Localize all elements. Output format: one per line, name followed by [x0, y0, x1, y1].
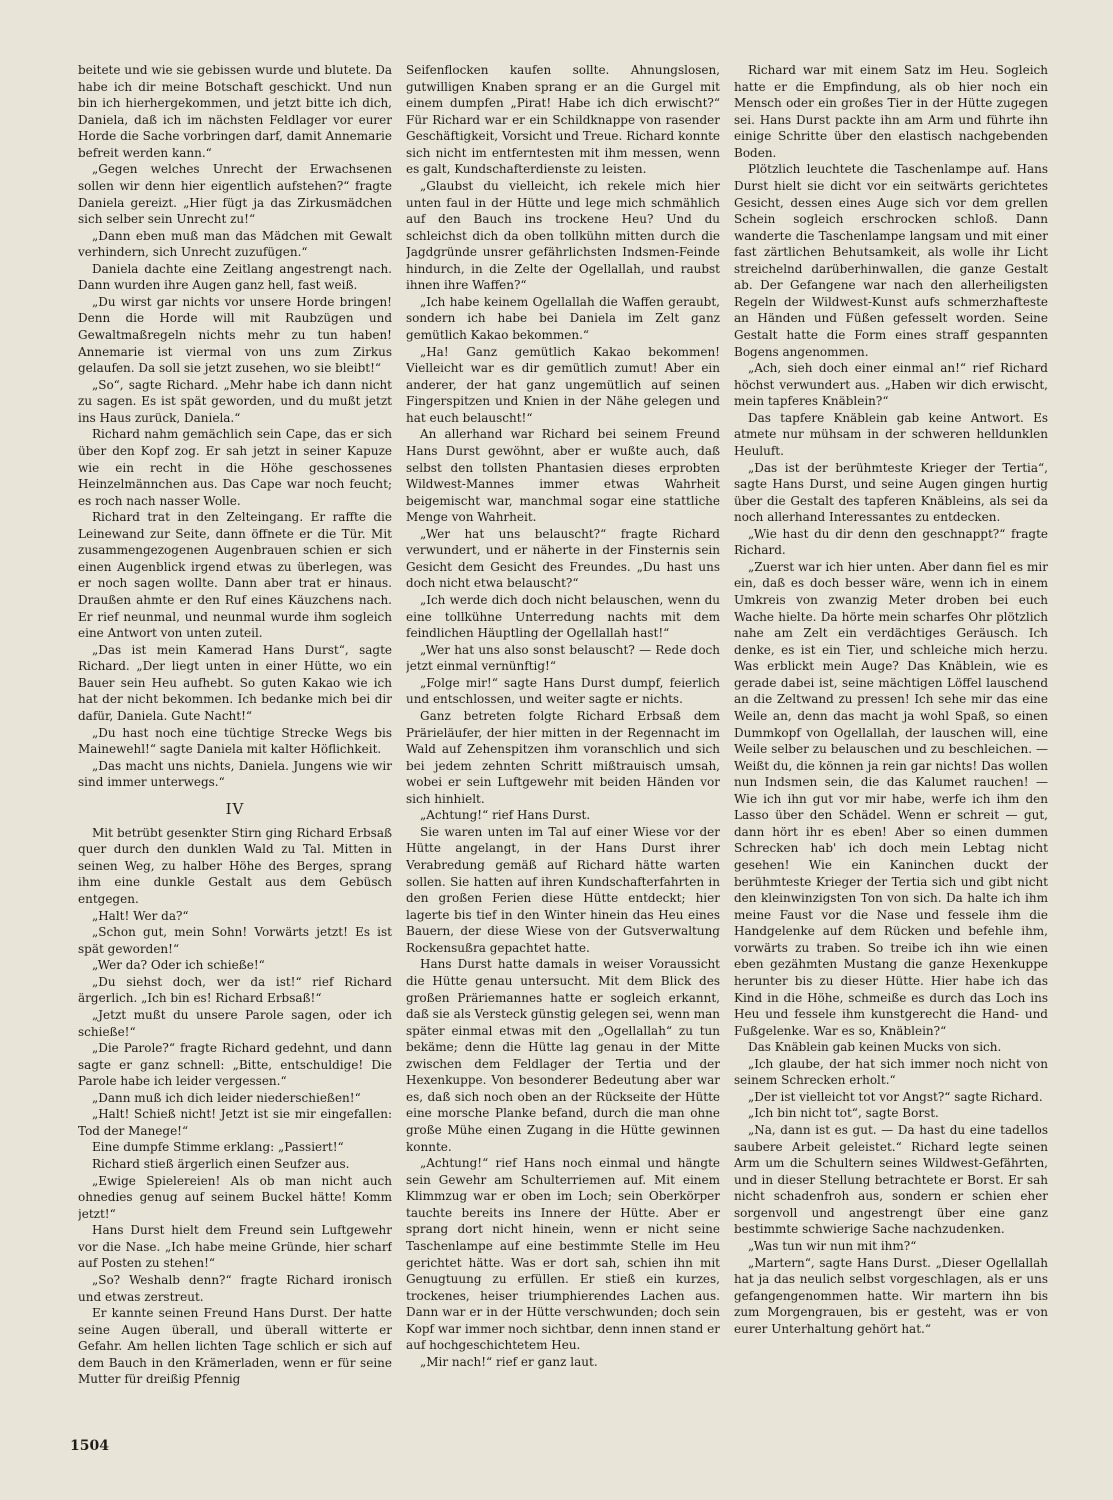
column-1 — [78, 62, 392, 1432]
paragraph: „Das macht uns nichts, Daniela. Jungens wie wir sind immer unterwegs.“ — [78, 758, 392, 790]
paragraph: „Ewige Spielereien! Als ob man nicht auch ohnedies genug auf seinem Buckel hätte! Komm jetzt!“ — [78, 1173, 392, 1221]
text-columns — [78, 62, 1048, 1432]
paragraph: „Gegen welches Unrecht der Erwachsenen sollen wir denn hier eigentlich aufstehen?“ fragte Daniela gereizt. „Hier fügt ja das Zirkusmädchen sich selber sein Unrecht zu!“ — [78, 162, 392, 227]
paragraph: „Ich werde dich doch nicht belauschen, wenn du eine tollkühne Unterredung nachts mit dem feindlichen Häuptling der Ogellallah hast!“ — [406, 593, 720, 641]
paragraph: Hans Durst hatte damals in weiser Voraussicht die Hütte genau untersucht. Mit dem Blick des großen Präriemannes hatte er sogleich erkannt, daß sie als Versteck günstig gelegen sei, wenn man später einmal etwas mit den „Ogellallah“ zu tun bekäme; denn die Hütte lag genau in der Mitte zwischen dem Feldlager der Tertia und der Hexenkuppe. Von besonderer Bedeutung aber war es, daß sich noch oben an der Rückseite der Hütte eine morsche Planke befand, durch die man ohne große Mühe einen Zugang in die Hütte gewinnen konnte. — [406, 957, 720, 1154]
paragraph: „Na, dann ist es gut. — Da hast du eine tadellos saubere Arbeit geleistet.“ Richard legte seinen Arm um die Schultern seines Wildwest-Gefährten, und in dieser Stellung betrachtete er Borst. Er sah nicht schadenfroh aus, sondern er schien eher sorgenvoll und angestrengt über eine ganz bestimmte schwierige Sache nachzudenken. — [734, 1123, 1048, 1237]
paragraph: „Dann muß ich dich leider niederschießen!“ — [92, 1090, 361, 1105]
column-1-paragraphs-before — [78, 62, 392, 791]
paragraph: Das tapfere Knäblein gab keine Antwort. Es atmete nur mühsam in der schweren helldunklen Heuluft. — [734, 410, 1048, 458]
paragraph: „Achtung!“ rief Hans noch einmal und hängte sein Gewehr am Schulterriemen auf. Mit einem Klimmzug war er oben im Loch; sein Oberkörper tauchte bereits ins Innere der Hütte. Aber er sprang dort nicht hinein, wenn er nicht seine Taschenlampe auf eine bestimmte Stelle im Heu gerichtet hätte. Was er dort sah, schien ihn mit Genugtuung zu erfüllen. Er stieß ein kurzes, trockenes, heiser triumphierendes Lachen aus. Dann war er in der Hütte verschwunden; doch sein Kopf war immer noch sichtbar, denn innen stand er auf hochgeschichtetem Heu. — [406, 1156, 720, 1353]
paragraph: „Ich glaube, der hat sich immer noch nicht von seinem Schrecken erholt.“ — [734, 1056, 1048, 1088]
column-3 — [734, 62, 1048, 1432]
column-2 — [406, 62, 720, 1432]
section-heading: IV — [225, 799, 245, 818]
paragraph: „So? Weshalb denn?“ fragte Richard ironisch und etwas zerstreut. — [78, 1272, 392, 1304]
paragraph: „Halt! Schieß nicht! Jetzt ist sie mir eingefallen: Tod der Manege!“ — [78, 1107, 392, 1138]
paragraph: „Mir nach!“ rief er ganz laut. — [420, 1354, 598, 1369]
paragraph: „Du hast noch eine tüchtige Strecke Wegs bis Mainewehl!“ sagte Daniela mit kalter Höflichkeit. — [78, 725, 392, 757]
paragraph: „So“, sagte Richard. „Mehr habe ich dann nicht zu sagen. Es ist spät geworden, und du mußt jetzt ins Haus zurück, Daniela.“ — [78, 377, 392, 425]
paragraph: „Wer hat uns belauscht?“ fragte Richard verwundert, und er näherte in der Finsternis sein Gesicht dem Gesicht des Freundes. „Du hast uns doch nicht etwa belauscht?“ — [406, 526, 720, 591]
paragraph: „Dann eben muß man das Mädchen mit Gewalt verhindern, sich Unrecht zuzufügen.“ — [78, 228, 392, 260]
paragraph: Eine dumpfe Stimme erklang: „Passiert!“ — [92, 1140, 344, 1155]
paragraph: Er kannte seinen Freund Hans Durst. Der hatte seine Augen überall, und überall witterte er Gefahr. Am hellen lichten Tage schlich er sich auf dem Bauch in den Krämerladen, wenn er für seine Mutter für dreißig Pfennig — [78, 1306, 392, 1387]
paragraph: „Was tun wir nun mit ihm?“ — [748, 1238, 917, 1253]
paragraph: Ganz betreten folgte Richard Erbsaß dem Prärieläufer, der hier mitten in der Regennacht im Wald auf Zehenspitzen ihm voranschlich und sich bei jedem zehnten Schritt mißtrauisch umsah, wobei er sein Luftgewehr mit beiden Händen vor sich hinhielt. — [406, 708, 720, 806]
paragraph: „Das ist der berühmteste Krieger der Tertia“, sagte Hans Durst, und seine Augen gingen hurtig über die Gestalt des tapferen Knäbleins, als sei da noch allerhand Interessantes zu entdecken. — [734, 460, 1048, 525]
paragraph: An allerhand war Richard bei seinem Freund Hans Durst gewöhnt, aber er wußte auch, daß selbst den tollsten Phantasien dieses erprobten Wildwest-Mannes immer etwas Wahrheit beigemischt war, manchmal sogar eine stattliche Menge von Wahrheit. — [406, 427, 720, 525]
paragraph: „Ha! Ganz gemütlich Kakao bekommen! Vielleicht war es dir gemütlich zumut! Aber ein anderer, der hat ganz ungemütlich auf seinen Fingerspitzen und Knien in der Nähe gelegen und hat euch belauscht!“ — [406, 344, 720, 425]
paragraph: „Ich habe keinem Ogellallah die Waffen geraubt, sondern ich habe bei Daniela im Zelt ganz gemütlich Kakao bekommen.“ — [406, 294, 720, 342]
paragraph: „Folge mir!“ sagte Hans Durst dumpf, feierlich und entschlossen, und weiter sagte er nichts. — [406, 675, 720, 707]
paragraph: „Glaubst du vielleicht, ich rekele mich hier unten faul in der Hütte und lege mich schmählich auf den Bauch ins trockene Heu? Und du schleichst dich da oben tollkühn mitten durch die Jagdgründe unsrer gefährlichsten Indsmen-Feinde hindurch, in die Zelte der Ogellallah, und raubst ihnen ihre Waffen?“ — [406, 178, 720, 293]
paragraph: Das Knäblein gab keinen Mucks von sich. — [748, 1040, 1002, 1055]
paragraph: Hans Durst hielt dem Freund sein Luftgewehr vor die Nase. „Ich habe meine Gründe, hier scharf auf Posten zu stehen!“ — [78, 1223, 392, 1271]
paragraph: Richard stieß ärgerlich einen Seufzer aus. — [92, 1157, 350, 1171]
paragraph: „Du siehst doch, wer da ist!“ rief Richard ärgerlich. „Ich bin es! Richard Erbsaß!“ — [78, 974, 392, 1006]
paragraph: „Achtung!“ rief Hans Durst. — [420, 808, 591, 823]
paragraph: „Das ist mein Kamerad Hans Durst“, sagte Richard. „Der liegt unten in einer Hütte, wo ein Bauer sein Heu aufhebt. So guten Kakao wie ich hat der nicht bekommen. Ich bedanke mich bei dir dafür, Daniela. Gute Nacht!“ — [78, 642, 392, 723]
paragraph: Plötzlich leuchtete die Taschenlampe auf. Hans Durst hielt sie dicht vor ein seitwärts gerichtetes Gesicht, dessen eines Auge sich vor dem grellen Schein sogleich erschrocken schloß. Dann wanderte die Taschenlampe langsam und mit einer fast zärtlichen Behutsamkeit, als wolle ihr Licht streichelnd darüberhinwallen, die ganze Gestalt ab. Der Gefangene war nach den allerheiligsten Regeln der Wildwest-Kunst aufs schmerzhafteste an Händen und Füßen gefesselt worden. Seine Gestalt hatte die Form eines straff gespannten Bogens angenommen. — [734, 162, 1048, 359]
paragraph: „Jetzt mußt du unsere Parole sagen, oder ich schieße!“ — [78, 1007, 392, 1039]
paragraph: „Du wirst gar nichts vor unsere Horde bringen! Denn die Horde will mit Raubzügen und Gewaltmaßregeln nichts mehr zu tun haben! Annemarie ist viermal von uns zum Zirkus gelaufen. Da soll sie jetzt zusehen, wo sie bleibt!“ — [78, 294, 392, 376]
paragraph: Richard trat in den Zelteingang. Er raffte die Leinewand zur Seite, dann öffnete er die Tür. Mit zusammengezogenen Augenbrauen schien er sich einen Augenblick irgend etwas zu überlegen, was er noch sagen wollte. Dann aber trat er hinaus. Draußen ahmte er den Ruf eines Käuzchens nach. Er rief neunmal, und neunmal wurde ihm sogleich eine Antwort von unten zuteil. — [78, 510, 392, 641]
paragraph: „Zuerst war ich hier unten. Aber dann fiel es mir ein, daß es doch besser wäre, wenn ich in einem Umkreis von zwanzig Meter droben bei euch Wache hielte. Da hörte mein scharfes Ohr plötzlich nahe am Zelt ein verdächtiges Geräusch. Ich denke, es ist ein Tier, und schleiche mich herzu. Was erblickt mein Auge? Das Knäblein, wie es gerade dabei ist, seine mächtigen Löffel lauschend an die Zeltwand zu pressen! Ich sehe mir das eine Weile an, denn das macht ja wohl Spaß, so einen Dummkopf von Ogellallah, der lauschen will, eine Weile selber zu belauschen und zu beschleichen. — Weißt du, die können ja rein gar nichts! Das wollen nun Indsmen sein, die das Kalumet rauchen! — Wie ich ihn gut vor mir habe, werfe ich ihm den Lasso über den Schädel. Wenn er schreit — gut, dann hört ihr es eben! Aber so einen dummen Schrecken hab' ich doch mein Lebtag nicht gesehen! Wie ein Kaninchen duckt der berühmteste Krieger der Tertia sich und gibt nicht den kleinwinzigsten Ton von sich. Da halte ich ihm meine Faust vor die Nase und fessele ihm die Handgelenke auf dem Rücken und befehle ihm, vorwärts zu traben. So treibe ich ihn wie einen eben gezähmten Mustang die ganze Hexenkuppe herunter bis zu dieser Hütte. Hier habe ich das Kind in die Höhe, schmeiße es durch das Loch ins Heu und fessele ihm kunstgerecht die Hand- und Fußgelenke. War es so, Knäblein?“ — [734, 559, 1048, 1038]
page-number: 1504 — [70, 1438, 109, 1454]
paragraph: „Wer da? Oder ich schieße!“ — [92, 958, 265, 973]
paragraph: beitete und wie sie gebissen wurde und blutete. Da habe ich dir meine Botschaft geschickt. Und nun bin ich hierhergekommen, und jetzt bitte ich dich, Daniela, daß ich im nächsten Feldlager vor eurer Horde die Sache vorbringen darf, damit Annemarie befreit werden kann.“ — [78, 63, 392, 160]
paragraph: Mit betrübt gesenkter Stirn ging Richard Erbsaß quer durch den dunklen Wald zu Tal. Mitten in seinen Weg, zu halber Höhe des Berges, sprang ihm eine dunkle Gestalt aus dem Gebüsch entgegen. — [78, 825, 392, 906]
paragraph: „Halt! Wer da?“ — [92, 908, 189, 923]
column-1-paragraphs-after — [78, 825, 392, 1388]
paragraph: Seifenflocken kaufen sollte. Ahnungslosen, gutwilligen Knaben sprang er an die Gurgel mit einem dumpfen „Pirat! Habe ich dich erwischt?“ Für Richard war er ein Schildknappe von rasender Geschäftigkeit, Vorsicht und Treue. Richard konnte sich nicht im entferntesten mit ihm messen, wenn es galt, Kundschafterdienste zu leisten. — [406, 63, 720, 177]
paragraph: „Ich bin nicht tot“, sagte Borst. — [748, 1106, 939, 1121]
paragraph: „Die Parole?“ fragte Richard gedehnt, und dann sagte er ganz schnell: „Bitte, entschuldige! Die Parole habe ich leider vergessen.“ — [78, 1041, 392, 1089]
paragraph: „Ach, sieh doch einer einmal an!“ rief Richard höchst verwundert aus. „Haben wir dich erwischt, mein tapferes Knäblein?“ — [734, 361, 1048, 409]
paragraph: Sie waren unten im Tal auf einer Wiese vor der Hütte angelangt, in der Hans Durst ihrer Verabredung gemäß auf Richard hätte warten sollen. Sie hatten auf ihren Kundschafterfahrten in den großen Ferien diese Hütte entdeckt; hier lagerte bis tief in den Winter hinein das Heu eines Bauern, der diese Wiese von der Gutsverwaltung Rockensußra gepachtet hatte. — [406, 824, 720, 955]
paragraph: Richard war mit einem Satz im Heu. Sogleich hatte er die Empfindung, als ob hier noch ein Mensch oder ein großes Tier in der Hütte zugegen sei. Hans Durst packte ihn am Arm und führte ihn einige Schritte über den elastisch nachgebenden Boden. — [734, 63, 1048, 160]
paragraph: „Schon gut, mein Sohn! Vorwärts jetzt! Es ist spät geworden!“ — [78, 925, 392, 956]
paragraph: Daniela dachte eine Zeitlang angestrengt nach. Dann wurden ihre Augen ganz hell, fast weiß. — [78, 261, 392, 293]
paragraph: „Martern“, sagte Hans Durst. „Dieser Ogellallah hat ja das neulich selbst vorgeschlagen, als er uns gefangengenommen hatte. Wir martern ihn bis zum Morgengrauen, bis er gesteht, was er von eurer Unterhaltung gehört hat.“ — [734, 1255, 1048, 1336]
paragraph: „Wie hast du dir denn den geschnappt?“ fragte Richard. — [734, 526, 1048, 558]
paragraph: „Wer hat uns also sonst belauscht? — Rede doch jetzt einmal vernünftig!“ — [406, 642, 720, 674]
paragraph: „Der ist vielleicht tot vor Angst?“ sagte Richard. — [748, 1089, 1043, 1104]
paragraph: Richard nahm gemächlich sein Cape, das er sich über den Kopf zog. Er sah jetzt in seiner Kapuze wie ein recht in die Höhe geschossenes Heinzelmännchen aus. Das Cape war noch feucht; es roch nach nasser Wolle. — [78, 427, 392, 508]
